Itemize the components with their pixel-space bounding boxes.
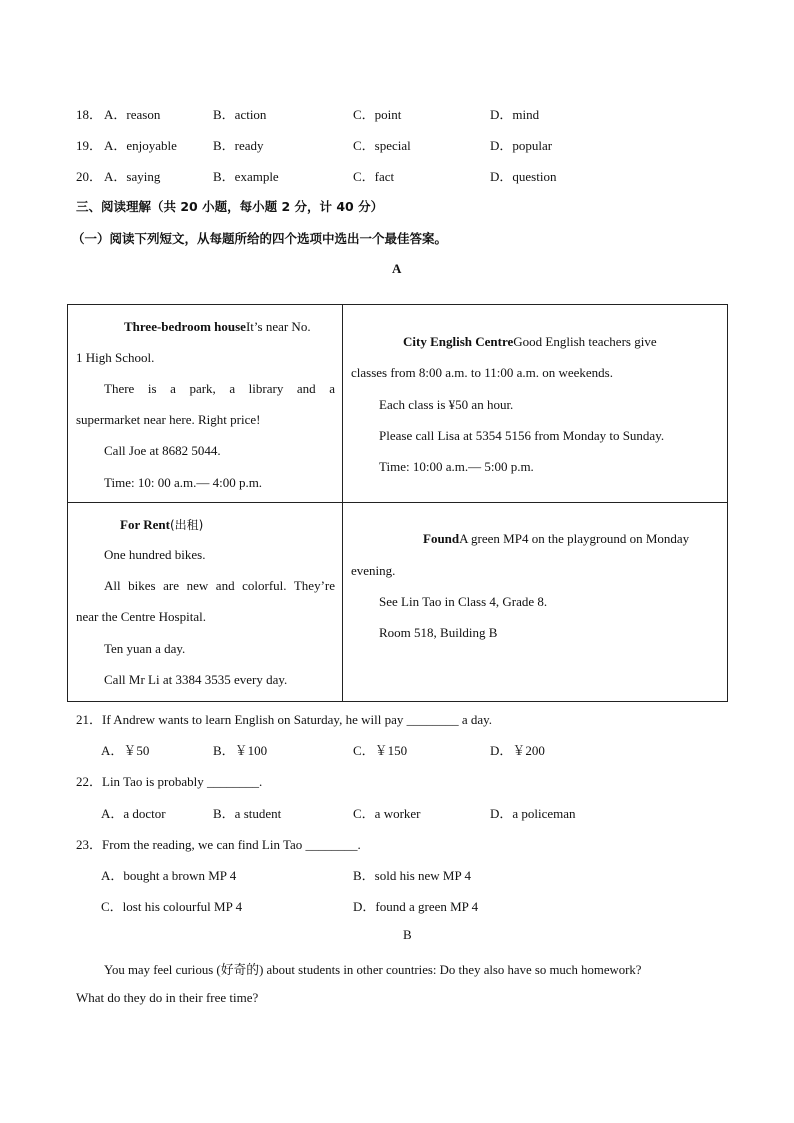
ad-title-note: (出租): [169, 518, 204, 532]
question-number: 19．: [76, 138, 103, 153]
ad-house: [68, 305, 343, 503]
ad-title: For Rent: [120, 517, 170, 532]
ad-text: Good English teachers give: [513, 334, 657, 349]
option-d: D．popular: [490, 138, 553, 153]
option-d: D．a policeman: [490, 806, 576, 821]
option-d: D．found a green MP 4: [353, 899, 479, 914]
section-title: 三、阅读理解（共 20 小题，每小题 2 分，计 40 分）: [76, 199, 384, 214]
ad-for-rent: [68, 503, 343, 702]
option-b: B．action: [213, 107, 267, 122]
ad-time: Time: 10:00 a.m.— 5:00 p.m.: [379, 459, 534, 474]
option-a: A．reason: [104, 107, 161, 122]
passage-b-line: You may feel curious (好奇的) about students in other countries: Do they also have so much homework?: [104, 963, 642, 977]
option-c: C．lost his colourful MP 4: [101, 899, 243, 914]
option-c: C．fact: [353, 169, 395, 184]
part-a-heading: A: [392, 261, 402, 276]
option-b: B．example: [213, 169, 279, 184]
ad-title: City English Centre: [403, 334, 514, 349]
question-21-stem: 21．If Andrew wants to learn English on Saturday, he will pay ________ a day.: [76, 712, 493, 727]
question-number: 20．: [76, 169, 103, 184]
ads-table: [67, 304, 728, 702]
question-22-stem: 22．Lin Tao is probably ________.: [76, 774, 263, 789]
ad-text: 1 High School.: [76, 350, 155, 365]
ad-text: It’s near No.: [245, 319, 311, 334]
option-c: C．￥150: [353, 743, 408, 758]
ad-text: Room 518, Building B: [379, 625, 498, 640]
ad-text: There is a park, a library and a: [104, 381, 335, 396]
ad-english-centre: [343, 305, 728, 503]
passage-b-line: What do they do in their free time?: [76, 990, 259, 1005]
option-a: A．￥50: [101, 743, 150, 758]
ad-phone: Please call Lisa at 5354 5156 from Monday to Sunday.: [379, 428, 665, 443]
option-a: A．a doctor: [101, 806, 166, 821]
option-b: B．sold his new MP 4: [353, 868, 471, 883]
part-b-heading: B: [403, 927, 412, 942]
ad-text: classes from 8:00 a.m. to 11:00 a.m. on weekends.: [351, 365, 613, 380]
ad-text: All bikes are new and colorful. They’re: [104, 578, 335, 593]
option-a: A．saying: [104, 169, 161, 184]
question-23-stem: 23．From the reading, we can find Lin Tao ________.: [76, 837, 361, 852]
ad-text: supermarket near here. Right price!: [76, 412, 261, 427]
option-c: C．point: [353, 107, 402, 122]
ad-time: Time: 10: 00 a.m.— 4:00 p.m.: [104, 475, 263, 490]
option-d: D．￥200: [490, 743, 545, 758]
ad-text: near the Centre Hospital.: [76, 609, 206, 624]
question-number: 18．: [76, 107, 103, 122]
section-instruction: （一）阅读下列短文，从每题所给的四个选项中选出一个最佳答案。: [72, 231, 448, 246]
ad-title: Found: [423, 531, 460, 546]
ad-price: Ten yuan a day.: [104, 641, 186, 656]
option-a: A．enjoyable: [104, 138, 177, 153]
ad-price: Each class is ¥50 an hour.: [379, 397, 514, 412]
ad-text: A green MP4 on the playground on Monday: [459, 531, 690, 546]
option-d: D．question: [490, 169, 557, 184]
ad-text: See Lin Tao in Class 4, Grade 8.: [379, 594, 548, 609]
option-b: B．a student: [213, 806, 282, 821]
option-a: A．bought a brown MP 4: [101, 868, 237, 883]
option-c: C．a worker: [353, 806, 421, 821]
ad-phone: Call Mr Li at 3384 3535 every day.: [104, 672, 288, 687]
ad-text: One hundred bikes.: [104, 547, 206, 562]
option-b: B．ready: [213, 138, 264, 153]
ad-title: Three-bedroom house: [124, 319, 246, 334]
ad-text: evening.: [351, 563, 396, 578]
option-b: B．￥100: [213, 743, 268, 758]
option-d: D．mind: [490, 107, 540, 122]
option-c: C．special: [353, 138, 411, 153]
ad-phone: Call Joe at 8682 5044.: [104, 443, 221, 458]
ad-found: [343, 503, 728, 702]
